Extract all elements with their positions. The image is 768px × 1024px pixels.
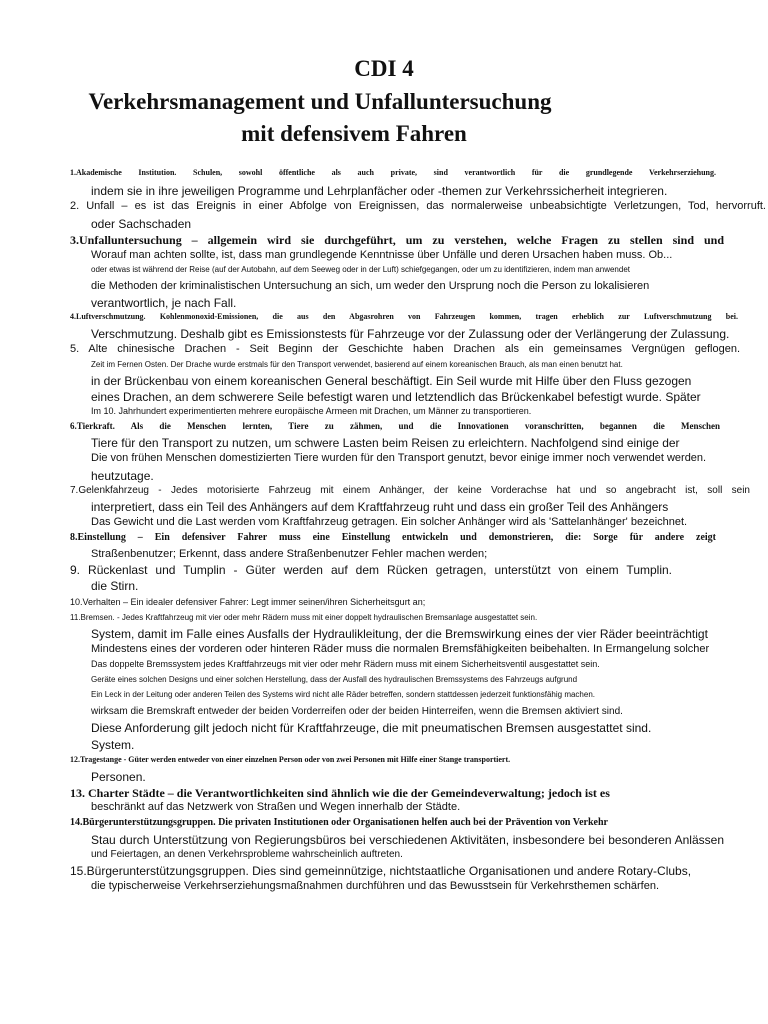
text-line: 11.Bremsen. - Jedes Kraftfahrzeug mit vier oder mehr Rädern muss mit einer doppelt hydraulischen Bremsanlage ausgestattet sein. bbox=[70, 613, 538, 622]
text-line: beschränkt auf das Netzwerk von Straßen und Wegen innerhalb der Städte. bbox=[91, 801, 461, 813]
text-line: Mindestens eines der vorderen oder hinteren Räder muss die normalen Bremsfähigkeiten beibehalten. In Ermangelung solcher bbox=[91, 643, 710, 655]
text-line: Verschmutzung. Deshalb gibt es Emissionstests für Fahrzeuge vor der Zulassung oder der Verlängerung der Zulassung. bbox=[91, 327, 730, 341]
text-line: Worauf man achten sollte, ist, dass man grundlegende Kenntnisse über Unfälle und deren Ursachen haben muss. Ob... bbox=[91, 249, 673, 261]
text-line: 3.Unfalluntersuchung – allgemein wird sie durchgeführt, um zu verstehen, welche Fragen zu stellen sind und bbox=[70, 233, 724, 247]
text-line: 8.Einstellung – Ein defensiver Fahrer muss eine Einstellung entwickeln und demonstrieren, die: Sorge für andere zeigt bbox=[70, 532, 716, 543]
text-line: Zeit im Fernen Osten. Der Drache wurde erstmals für den Transport verwendet, basierend auf einem koreanischen Brauch, als man einen benutzt hat. bbox=[91, 360, 623, 369]
text-line: die typischerweise Verkehrserziehungsmaßnahmen durchführen und das Bewusstsein für Verkehrsthemen schärfen. bbox=[91, 880, 660, 892]
text-line: Ein Leck in der Leitung oder anderen Teilen des Systems wird nicht alle Räder betreffen, sondern stattdessen jederzeit funktionsfähig machen. bbox=[91, 690, 596, 699]
document-subtitle-line-1: Verkehrsmanagement und Unfalluntersuchung bbox=[88, 89, 552, 114]
text-line: 2. Unfall – es ist das Ereignis in einer Abfolge von Ereignissen, das normalerweise unbeabsichtigte Verletzungen, Tod, hervorruft. bbox=[70, 200, 766, 212]
text-line: indem sie in ihre jeweiligen Programme und Lehrplanfächer oder -themen zur Verkehrssicherheit integrieren. bbox=[91, 184, 668, 198]
text-line: in der Brückenbau von einem koreanischen General beschäftigt. Ein Seil wurde mit Hilfe über den Fluss gezogen bbox=[91, 374, 692, 388]
text-line: Tiere für den Transport zu nutzen, um schwere Lasten beim Reisen zu erleichtern. Nachfolgend sind einige der bbox=[91, 436, 680, 450]
text-line: System, damit im Falle eines Ausfalls der Hydraulikleitung, der die Bremswirkung eines der vier Räder beeinträchtigt bbox=[91, 627, 708, 641]
text-line: Die von frühen Menschen domestizierten Tiere wurden für den Transport genutzt, bevor einige immer noch verwendet werden. bbox=[91, 452, 707, 464]
text-line: 10.Verhalten – Ein idealer defensiver Fahrer: Legt immer seinen/ihren Sicherheitsgurt an; bbox=[70, 597, 426, 607]
text-line: 9. Rückenlast und Tumplin - Güter werden auf dem Rücken getragen, unterstützt von einem Tumplin. bbox=[70, 563, 672, 577]
text-line: Stau durch Unterstützung von Regierungsbüros bei verschiedenen Aktivitäten, insbesondere bei besonderen Anlässen bbox=[91, 833, 724, 847]
text-line: oder etwas ist während der Reise (auf der Autobahn, auf dem Seeweg oder in der Luft) schiefgegangen, oder um zu identifizieren, indem man anwendet bbox=[91, 265, 630, 274]
text-line: verantwortlich, je nach Fall. bbox=[91, 296, 237, 310]
text-line: 4.Luftverschmutzung. Kohlenmonoxid-Emissionen, die aus den Abgasrohren von Fahrzeugen kommen, tragen erheblich zur Luftverschmutzung bei. bbox=[70, 312, 738, 321]
text-line: und Feiertagen, an denen Verkehrsprobleme wahrscheinlich auftreten. bbox=[91, 849, 403, 860]
text-line: Das doppelte Bremssystem jedes Kraftfahrzeugs mit vier oder mehr Rädern muss mit einem Sicherheitsventil ausgestattet sein. bbox=[91, 659, 600, 669]
text-line: Straßenbenutzer; Erkennt, dass andere Straßenbenutzer Fehler machen werden; bbox=[91, 548, 488, 560]
document-subtitle-line-2: mit defensivem Fahren bbox=[241, 121, 467, 146]
text-line: 15.Bürgerunterstützungsgruppen. Dies sind gemeinnützige, nichtstaatliche Organisationen und andere Rotary-Clubs, bbox=[70, 864, 692, 878]
text-line: Diese Anforderung gilt jedoch nicht für Kraftfahrzeuge, die mit pneumatischen Bremsen ausgestattet sind. bbox=[91, 721, 652, 735]
text-line: 1.Akademische Institution. Schulen, sowohl öffentliche als auch private, sind verantwortlich für die grundlegende Verkehrserziehung. bbox=[70, 168, 716, 177]
text-line: oder Sachschaden bbox=[91, 217, 192, 231]
text-line: 12.Tragestange - Güter werden entweder von einer einzelnen Person oder von zwei Personen mit Hilfe einer Stange transportiert. bbox=[70, 755, 511, 764]
text-line: 6.Tierkraft. Als die Menschen lernten, Tiere zu zähmen, und die Innovationen voranschritten, begannen die Menschen bbox=[70, 421, 720, 431]
text-line: die Methoden der kriminalistischen Untersuchung an sich, um weder den Ursprung noch die Person zu lokalisieren bbox=[91, 280, 650, 292]
text-line: Im 10. Jahrhundert experimentierten mehrere europäische Armeen mit Drachen, um Männer zu transportieren. bbox=[91, 406, 532, 416]
document-title: CDI 4 bbox=[354, 56, 414, 81]
text-line: die Stirn. bbox=[91, 579, 139, 593]
text-line: System. bbox=[91, 738, 135, 752]
text-line: eines Drachen, an dem schwerere Seile befestigt waren und letztendlich das Brückenkabel befestigt wurde. Später bbox=[91, 390, 701, 404]
text-line: 5. Alte chinesische Drachen - Seit Beginn der Geschichte haben Drachen als ein gemeinsames Vergnügen geflogen. bbox=[70, 343, 740, 355]
text-line: interpretiert, dass ein Teil des Anhängers auf dem Kraftfahrzeug ruht und dass ein großer Teil des Anhängers bbox=[91, 500, 669, 514]
text-line: Das Gewicht und die Last werden vom Kraftfahrzeug getragen. Ein solcher Anhänger wird als 'Sattelanhänger' bezeichnet. bbox=[91, 516, 688, 528]
text-line: Geräte eines solchen Designs und einer solchen Herstellung, dass der Ausfall des hydraulischen Bremssystems des Fahrzeugs aufgrund bbox=[91, 675, 578, 684]
text-line: Personen. bbox=[91, 770, 146, 784]
text-line: wirksam die Bremskraft entweder der beiden Vorderreifen oder der beiden Hinterreifen, wenn die Bremsen aktiviert sind. bbox=[91, 706, 623, 717]
text-line: 13. Charter Städte – die Verantwortlichkeiten sind ähnlich wie die der Gemeindeverwaltung; jedoch ist es bbox=[70, 786, 610, 800]
text-line: 14.Bürgerunterstützungsgruppen. Die privaten Institutionen oder Organisationen helfen auch bei der Prävention von Verkehr bbox=[70, 817, 608, 828]
text-line: heutzutage. bbox=[91, 469, 154, 483]
text-line: 7.Gelenkfahrzeug - Jedes motorisierte Fahrzeug mit einem Anhänger, der keine Vorderachse hat und so angebracht ist, soll sein bbox=[70, 485, 750, 496]
